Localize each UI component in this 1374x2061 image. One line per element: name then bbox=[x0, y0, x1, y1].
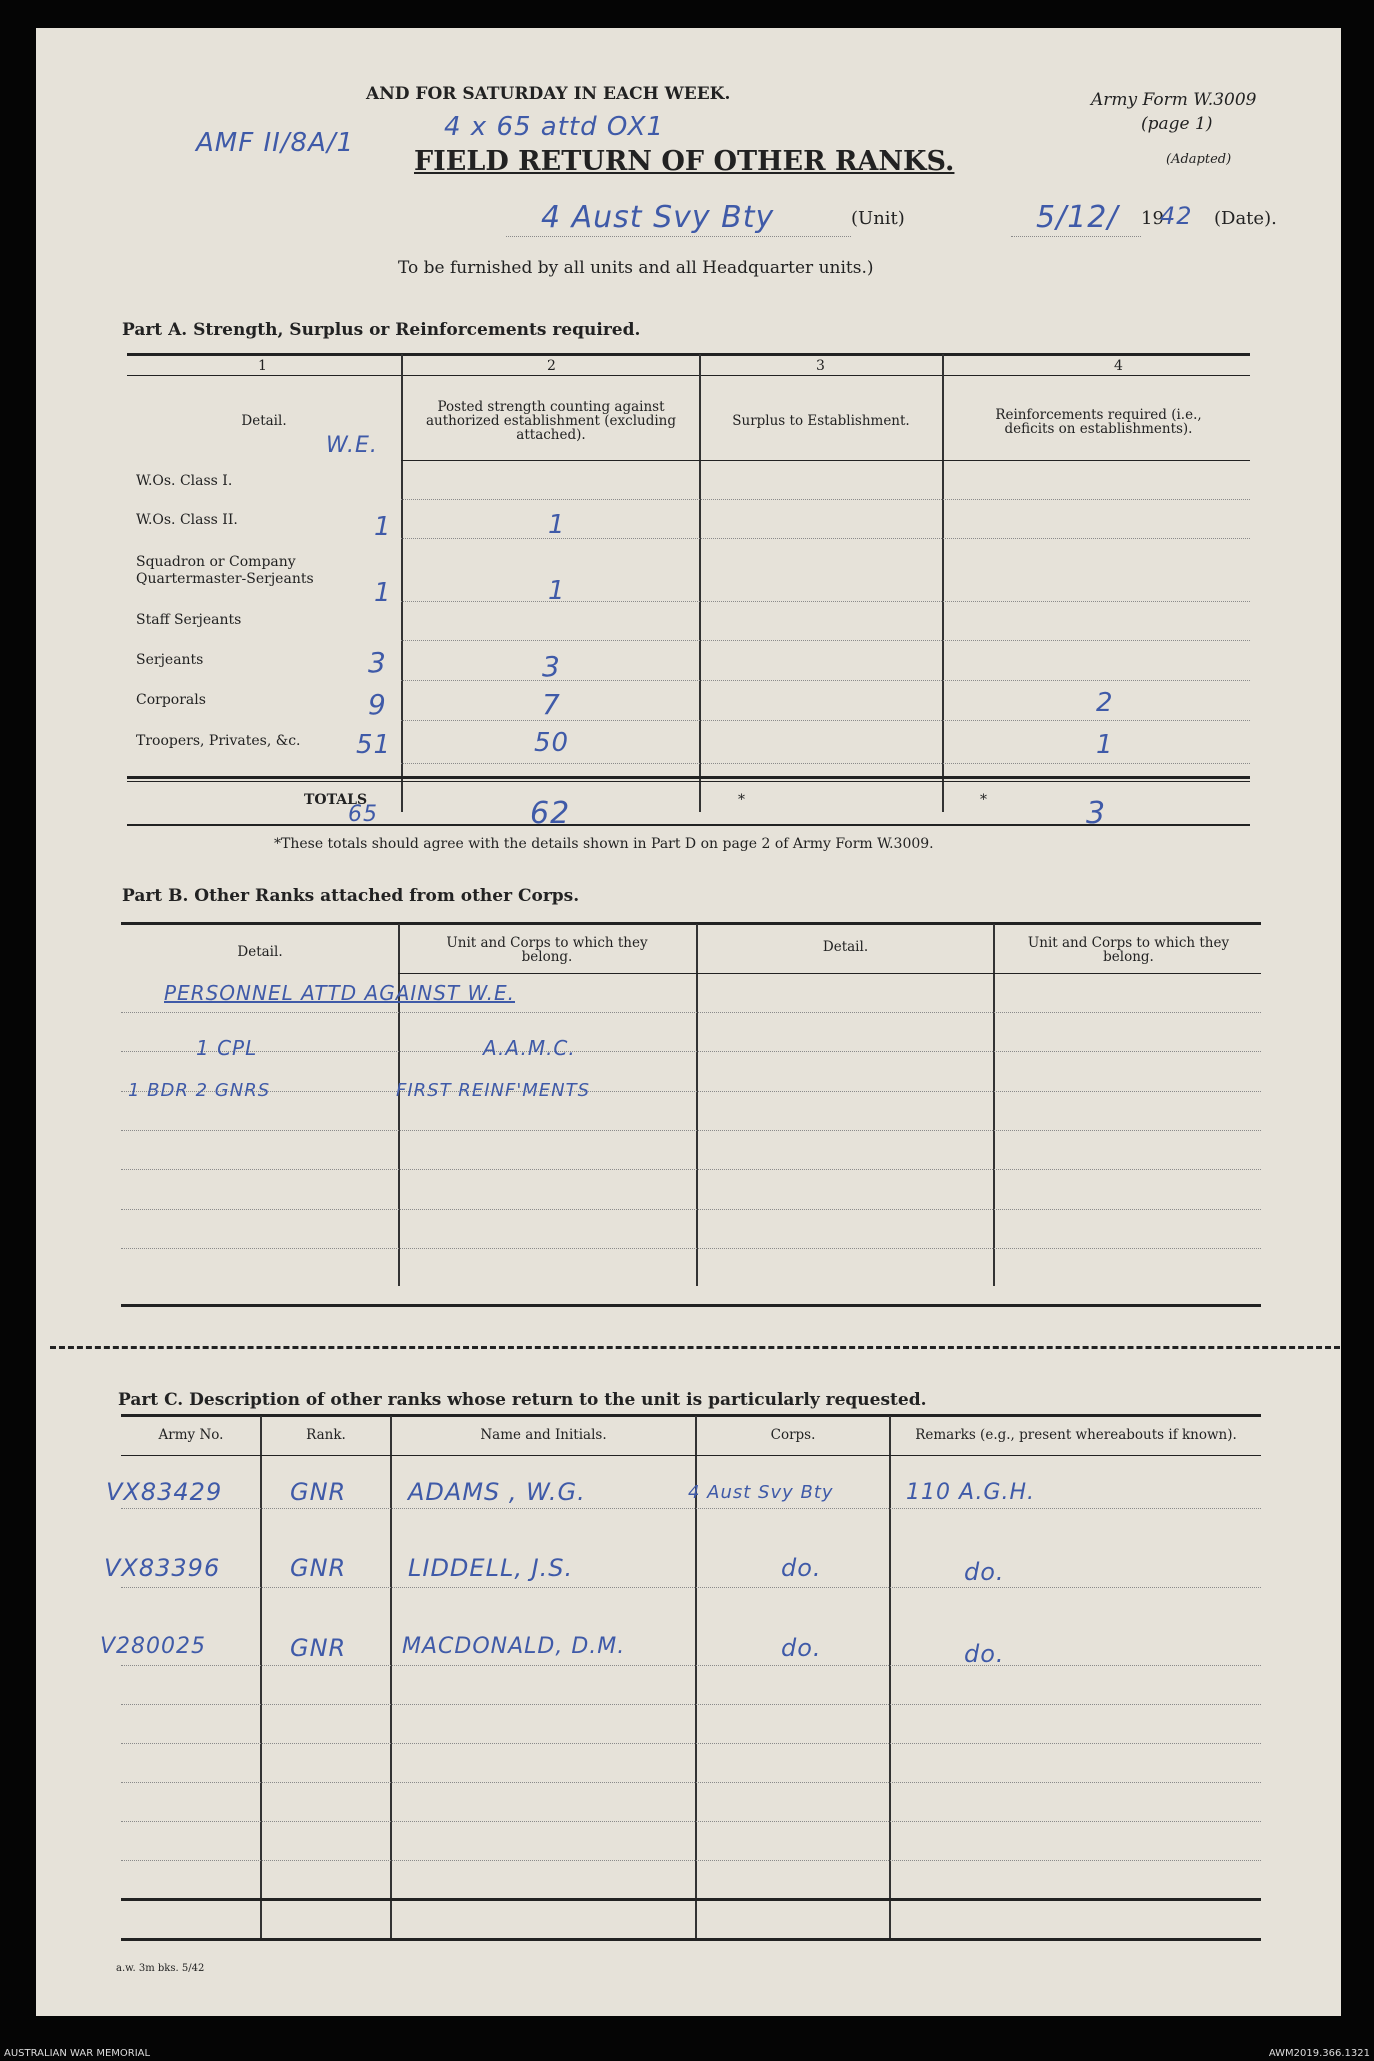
part-b-detail: PERSONNEL ATTD AGAINST W.E. bbox=[164, 981, 515, 1005]
totals-label: TOTALS bbox=[304, 792, 368, 808]
part-b-heading: Part B. Other Ranks attached from other Corps. bbox=[122, 886, 580, 906]
part-a-col-header: Posted strength counting against authorized establishment (excluding attached). bbox=[425, 399, 677, 443]
adapted-label: (Adapted) bbox=[1166, 152, 1232, 167]
rank: GNR bbox=[290, 1554, 347, 1582]
row-rule bbox=[121, 1169, 1261, 1170]
part-b-col-header: Unit and Corps to which they belong. bbox=[1027, 935, 1230, 965]
handwritten-year: 42 bbox=[1160, 202, 1193, 230]
row-rule bbox=[401, 499, 1250, 500]
posted-value: 1 bbox=[548, 576, 566, 606]
corps: do. bbox=[781, 1554, 822, 1582]
handwritten-note: 4 x 65 attd OX1 bbox=[444, 112, 665, 142]
form-page bbox=[36, 28, 1341, 2016]
part-b-divider bbox=[696, 924, 698, 1286]
handwritten-reference: AMF II/8A/1 bbox=[196, 128, 355, 158]
part-b-divider bbox=[398, 924, 400, 1286]
we-value: 3 bbox=[368, 646, 387, 679]
posted-value: 50 bbox=[534, 728, 570, 758]
name-initials: MACDONALD, D.M. bbox=[402, 1634, 626, 1659]
part-a-header-rule bbox=[401, 460, 1250, 461]
posted-value: 7 bbox=[542, 688, 561, 721]
row-rule bbox=[121, 1860, 1261, 1861]
army-no: V280025 bbox=[100, 1634, 207, 1659]
part-a-bottom-rule bbox=[127, 824, 1250, 826]
part-a-number-rule bbox=[127, 375, 1250, 376]
footer-left: AUSTRALIAN WAR MEMORIAL bbox=[4, 2048, 151, 2059]
totals-rule bbox=[127, 776, 1250, 779]
remarks: do. bbox=[964, 1640, 1005, 1668]
row-rule bbox=[121, 1743, 1261, 1744]
year-prefix: 19 bbox=[1141, 208, 1164, 229]
instruction-text: To be furnished by all units and all Headquarter units.) bbox=[398, 258, 874, 278]
we-value: 1 bbox=[374, 578, 392, 608]
row-rule bbox=[121, 1665, 1261, 1666]
perforation-line bbox=[50, 1346, 1340, 1349]
print-code: a.w. 3m bks. 5/42 bbox=[116, 1963, 205, 1974]
row-rule bbox=[401, 720, 1250, 721]
row-label: Staff Serjeants bbox=[136, 612, 242, 628]
corps: do. bbox=[781, 1634, 822, 1662]
corps: 4 Aust Svy Bty bbox=[688, 1482, 834, 1503]
part-b-detail: 1 BDR 2 GNRS bbox=[128, 1080, 271, 1101]
row-rule bbox=[121, 1821, 1261, 1822]
handwritten-date: 5/12/ bbox=[1036, 200, 1119, 235]
date-label: (Date). bbox=[1214, 208, 1277, 229]
reinf-value: 1 bbox=[1096, 730, 1114, 760]
part-c-col-header: Corps. bbox=[770, 1427, 816, 1443]
part-a-col-header: Surplus to Establishment. bbox=[732, 413, 910, 429]
rank: GNR bbox=[290, 1634, 347, 1662]
remarks: do. bbox=[964, 1558, 1005, 1586]
row-rule bbox=[121, 1091, 1261, 1092]
col-number: 4 bbox=[1114, 358, 1123, 374]
army-no: VX83396 bbox=[104, 1554, 221, 1582]
rank: GNR bbox=[290, 1478, 347, 1506]
row-rule bbox=[121, 1012, 1261, 1013]
reinf-value: 2 bbox=[1096, 688, 1114, 718]
page-title: FIELD RETURN OF OTHER RANKS. bbox=[414, 146, 955, 177]
part-a-divider bbox=[942, 354, 944, 812]
totals-posted: 62 bbox=[530, 796, 571, 831]
part-b-col-header: Detail. bbox=[237, 944, 283, 960]
page-number: (page 1) bbox=[1141, 114, 1213, 134]
part-a-top-rule bbox=[127, 353, 1250, 356]
name-initials: ADAMS , W.G. bbox=[408, 1478, 586, 1506]
posted-value: 3 bbox=[542, 650, 561, 683]
totals-we: 65 bbox=[348, 802, 378, 827]
part-b-corps: A.A.M.C. bbox=[483, 1036, 576, 1060]
part-c-total-rule bbox=[121, 1898, 1261, 1901]
row-label: Troopers, Privates, &c. bbox=[136, 733, 301, 749]
part-b-col-header: Detail. bbox=[822, 939, 869, 955]
row-rule bbox=[401, 680, 1250, 681]
part-a-col-header: Detail. bbox=[241, 413, 287, 429]
row-label: W.Os. Class I. bbox=[136, 473, 233, 489]
row-rule bbox=[121, 1209, 1261, 1210]
part-a-col-header: Reinforcements required (i.e., deficits on establishments). bbox=[995, 407, 1202, 437]
row-label: Corporals bbox=[136, 692, 206, 708]
part-c-col-header: Name and Initials. bbox=[480, 1427, 607, 1443]
part-a-heading: Part A. Strength, Surplus or Reinforcements required. bbox=[122, 320, 641, 340]
part-a-footnote: *These totals should agree with the details shown in Part D on page 2 of Army Form W.3009. bbox=[274, 836, 934, 852]
header-top-line: AND FOR SATURDAY IN EACH WEEK. bbox=[366, 84, 731, 104]
totals-reinf: 3 bbox=[1086, 796, 1107, 831]
row-label: Serjeants bbox=[136, 652, 204, 668]
col-number: 1 bbox=[258, 358, 267, 374]
part-c-col-header: Rank. bbox=[306, 1427, 346, 1443]
part-b-header-rule bbox=[398, 973, 1261, 974]
totals-surplus-mark: * bbox=[738, 792, 745, 808]
row-rule bbox=[121, 1051, 1261, 1052]
handwritten-unit: 4 Aust Svy Bty bbox=[541, 200, 775, 235]
we-value: 9 bbox=[368, 688, 387, 721]
row-rule bbox=[121, 1587, 1261, 1588]
row-rule bbox=[401, 601, 1250, 602]
date-line bbox=[1011, 236, 1141, 237]
part-c-col-header: Army No. bbox=[158, 1427, 224, 1443]
row-rule bbox=[121, 1782, 1261, 1783]
part-b-divider bbox=[993, 924, 995, 1286]
row-label: Squadron or Company Quartermaster-Serjeants bbox=[136, 554, 314, 587]
row-label: W.Os. Class II. bbox=[136, 512, 238, 528]
part-c-bottom-rule bbox=[121, 1938, 1261, 1941]
row-rule bbox=[401, 640, 1250, 641]
part-b-col-header: Unit and Corps to which they belong. bbox=[446, 935, 648, 965]
col-number: 2 bbox=[547, 358, 556, 374]
row-rule bbox=[401, 763, 1250, 764]
posted-value: 1 bbox=[548, 510, 566, 540]
part-b-bottom-rule bbox=[121, 1304, 1261, 1307]
part-c-header-rule bbox=[121, 1455, 1261, 1456]
row-rule bbox=[401, 538, 1250, 539]
army-no: VX83429 bbox=[106, 1478, 223, 1506]
part-b-corps: FIRST REINF'MENTS bbox=[396, 1080, 591, 1101]
col-number: 3 bbox=[816, 358, 825, 374]
totals-rule bbox=[127, 781, 1250, 782]
part-a-divider bbox=[401, 354, 403, 812]
row-rule bbox=[121, 1248, 1261, 1249]
row-rule bbox=[121, 1704, 1261, 1705]
name-initials: LIDDELL, J.S. bbox=[408, 1554, 574, 1582]
totals-reinf-mark: * bbox=[980, 792, 987, 808]
part-c-col-header: Remarks (e.g., present whereabouts if known). bbox=[915, 1427, 1237, 1443]
form-number: Army Form W.3009 bbox=[1091, 90, 1257, 110]
we-value: 1 bbox=[374, 512, 392, 542]
we-label: W.E. bbox=[326, 433, 378, 458]
row-rule bbox=[121, 1130, 1261, 1131]
footer-right: AWM2019.366.1321 bbox=[1268, 2048, 1370, 2059]
remarks: 110 A.G.H. bbox=[906, 1480, 1036, 1505]
part-c-heading: Part C. Description of other ranks whose return to the unit is particularly requested. bbox=[118, 1390, 927, 1410]
row-rule bbox=[121, 1508, 1261, 1509]
part-b-top-rule bbox=[121, 922, 1261, 925]
we-value: 51 bbox=[356, 730, 392, 760]
unit-label: (Unit) bbox=[851, 208, 905, 229]
part-c-top-rule bbox=[121, 1414, 1261, 1417]
part-b-detail: 1 CPL bbox=[196, 1036, 258, 1060]
unit-line bbox=[506, 236, 851, 237]
